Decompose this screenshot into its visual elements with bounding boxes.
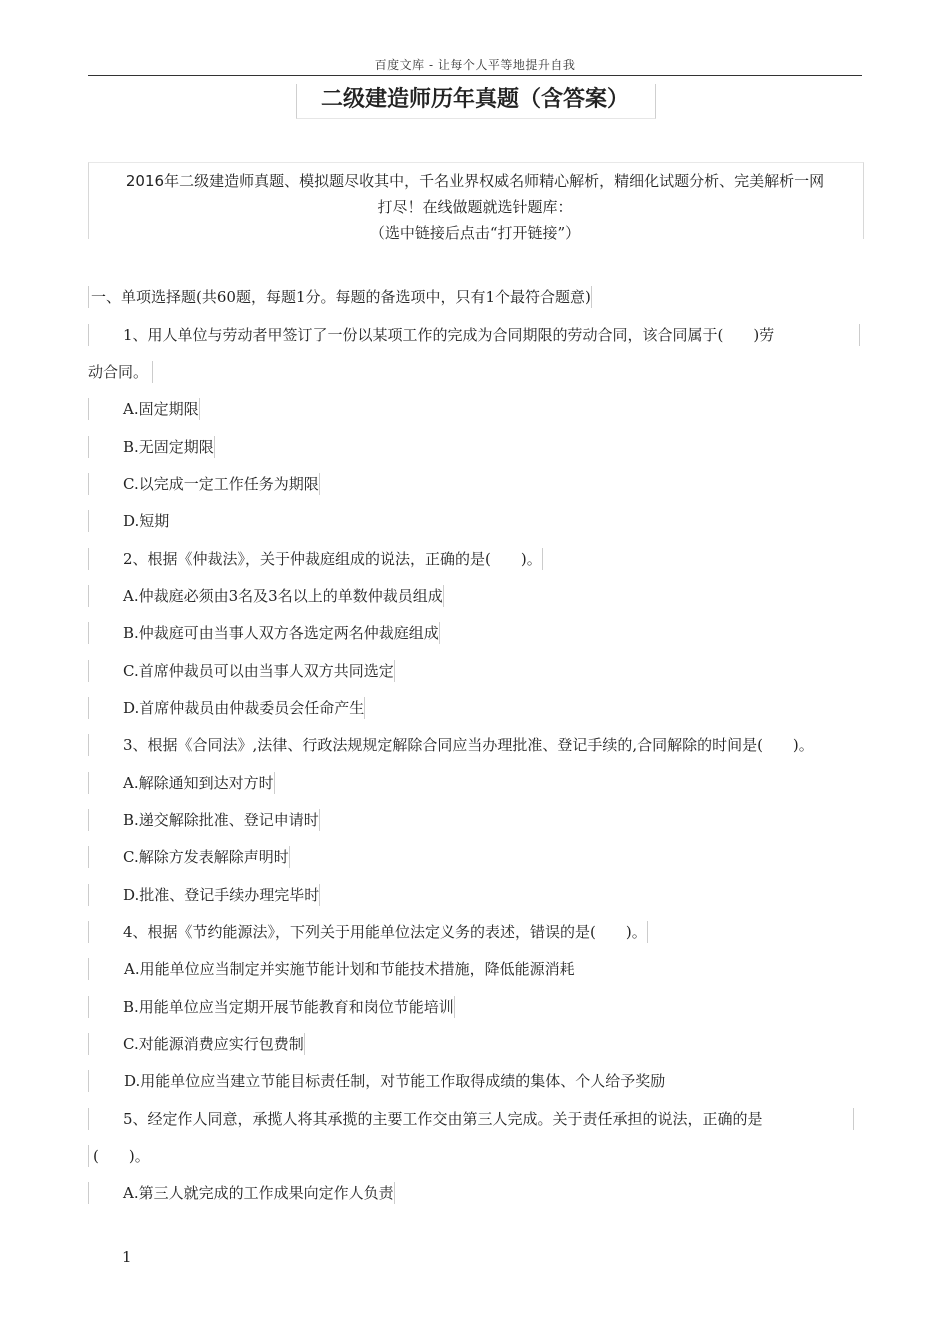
question-3-option-a: A.解除通知到达对方时 — [88, 772, 275, 794]
question-2-option-c: C.首席仲裁员可以由当事人双方共同选定 — [88, 660, 395, 682]
question-2-option-b: B.仲裁庭可由当事人双方各选定两名仲裁庭组成 — [88, 622, 440, 644]
section-heading: 一、单项选择题(共60题，每题1分。每题的备选项中，只有1个最符合题意) — [88, 286, 592, 308]
question-1-option-b: B.无固定期限 — [88, 436, 215, 458]
question-2-option-d: D.首席仲裁员由仲裁委员会任命产生 — [88, 697, 365, 719]
question-4-option-a: A.用能单位应当制定并实施节能计划和节能技术措施，降低能源消耗 — [88, 958, 575, 980]
question-5-line-1: 5、经定作人同意，承揽人将其承揽的主要工作交由第三人完成。关于责任承担的说法，正确的是 — [88, 1108, 854, 1130]
page-number: 1 — [122, 1248, 132, 1266]
intro-line-1 — [88, 168, 862, 194]
question-4-option-b: B.用能单位应当定期开展节能教育和岗位节能培训 — [88, 996, 455, 1018]
question-2-line-1: 2、根据《仲裁法》，关于仲裁庭组成的说法，正确的是( )。 — [88, 548, 543, 570]
intro-line-1-rest: 真题、模拟题尽收其中，千名业界权威名师精心解析，精细化试题分析、完美解析一网 — [254, 172, 825, 190]
question-3-line-1: 3、根据《合同法》,法律、行政法规规定解除合同应当办理批准、登记手续的,合同解除的时间是( )。 — [88, 734, 814, 756]
intro-line-3: （选中链接后点击“打开链接”） — [369, 224, 581, 242]
question-1-line-2: 动合同。 — [88, 361, 153, 383]
question-1-option-c: C.以完成一定工作任务为期限 — [88, 473, 320, 495]
intro-line-2: 打尽！在线做题就选针题库： — [377, 198, 573, 216]
page-header: 百度文库 - 让每个人平等地提升自我 — [374, 58, 576, 72]
question-1-option-a: A.固定期限 — [88, 398, 200, 420]
question-1-line-1: 1、用人单位与劳动者甲签订了一份以某项工作的完成为合同期限的劳动合同，该合同属于( )劳 — [88, 324, 860, 346]
question-1-option-d: D.短期 — [88, 510, 169, 532]
question-3-option-c: C.解除方发表解除声明时 — [88, 846, 290, 868]
question-5-line-2: ( )。 — [88, 1145, 150, 1167]
question-4-option-d: D.用能单位应当建立节能目标责任制，对节能工作取得成绩的集体、个人给予奖励 — [88, 1070, 665, 1092]
intro-lead: 2016年二级建造师 — [125, 172, 255, 190]
question-3-option-b: B.递交解除批准、登记申请时 — [88, 809, 320, 831]
question-2-option-a: A.仲裁庭必须由3名及3名以上的单数仲裁员组成 — [88, 585, 444, 607]
question-5-option-a: A.第三人就完成的工作成果向定作人负责 — [88, 1182, 395, 1204]
document-title: 二级建造师历年真题（含答案） — [320, 87, 629, 112]
question-4-option-c: C.对能源消费应实行包费制 — [88, 1033, 305, 1055]
question-3-option-d: D.批准、登记手续办理完毕时 — [88, 884, 320, 906]
header-rule — [88, 75, 862, 76]
intro-paragraph — [88, 168, 862, 246]
question-4-line-1: 4、根据《节约能源法》，下列关于用能单位法定义务的表述，错误的是( )。 — [88, 921, 648, 943]
